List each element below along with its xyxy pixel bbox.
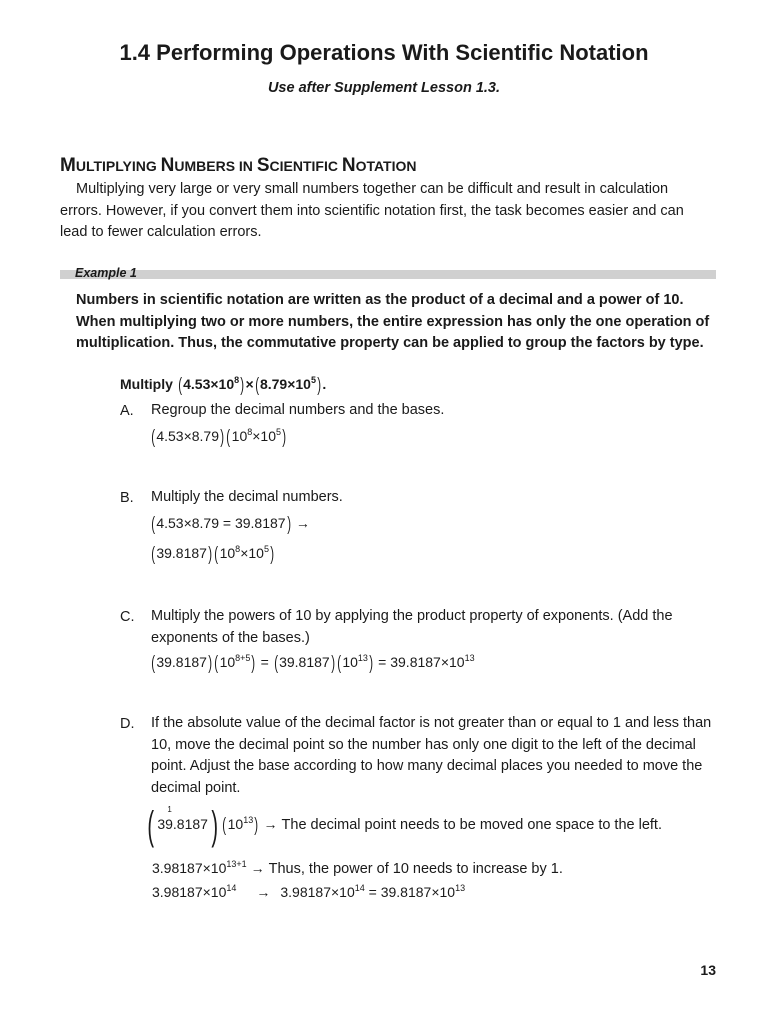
heading-part: M: [60, 155, 76, 176]
d-digits-b: 9.8187: [165, 816, 208, 832]
a-exp-b: 5: [276, 427, 282, 437]
prompt-exp-a: 8: [234, 375, 240, 385]
c-sum-exp: 8+5: [235, 653, 251, 663]
example-bar: [60, 270, 716, 279]
step-text-c: Multiply the powers of 10 by applying the product property of exponents. (Add the exponents of the bases.): [151, 608, 673, 646]
prompt-exp-b: 5: [310, 375, 316, 385]
prompt-coef-b: 8.79: [259, 376, 288, 392]
c-coef-3: 39.8187: [390, 654, 441, 670]
page-subtitle: Use after Supplement Lesson 1.3.: [267, 80, 501, 96]
heading-part: N: [341, 155, 356, 176]
step-d-math-2: $3.98187\times 10^{13+1}$ → Thus, the power of 10 needs to increase by 1.: [152, 859, 563, 877]
step-letter-a: A.: [120, 403, 134, 419]
heading-part: S: [256, 155, 270, 176]
step-letter-c: C.: [120, 609, 135, 625]
d-exp-final-1: 14: [226, 883, 237, 893]
b-coef: 39.8187: [156, 545, 207, 561]
prompt-coef-a: 4.53: [183, 376, 211, 392]
step-c-math: (39.8187) $(10^{8+5}) = (39.8187) (10^{13}) = 39.8187\times 10^{13}$: [151, 653, 475, 674]
c-exp-2: 13: [464, 653, 475, 663]
example-rule: Numbers in scientific notation are written as the product of a decimal and a power of 10. When multiplying two or more numbers, the entire expression has only the one operation of multiplication. Thus, the commutative property can be applied to group the factors by type.: [76, 292, 710, 351]
step-a-math: (4.53×8.79) $(10^8\times 10^5)$: [151, 427, 287, 448]
b-exp-a: 8: [235, 544, 241, 554]
page-title: 1.4 Performing Operations With Scientific Notation: [119, 40, 649, 65]
heading-part: UMBERS IN: [174, 158, 257, 174]
step-b-math-2: (39.8187) $(10^8\times 10^5)$: [151, 544, 275, 565]
page-number: 13: [700, 962, 716, 978]
d-coef-4: 39.8187: [380, 884, 432, 900]
c-coef-2: 39.8187: [279, 654, 330, 670]
d-note-1: The decimal point needs to be moved one space to the left.: [281, 817, 662, 833]
heading-part: N: [160, 155, 175, 176]
example-label: Example 1: [75, 266, 137, 280]
step-letter-d: D.: [120, 716, 135, 732]
a-exp-a: 8: [247, 427, 253, 437]
d-exp-plus: 13+1: [226, 859, 247, 869]
d-exp-1: 13: [243, 815, 254, 825]
step-b-math-1: (4.53×8.79 = 39.8187) →: [151, 514, 310, 535]
step-text-b: Multiply the decimal numbers.: [151, 489, 343, 505]
a-product: 4.53×8.79: [156, 428, 219, 444]
d-moved-number: [157, 805, 208, 832]
step-d-math-3: $3.98187\times 10^{14} \to 3.98187\times 10^{14} = 39.8187\times 10^{13}$: [152, 883, 466, 900]
d-exp-final-2: 14: [354, 883, 365, 893]
b-product-value: 39.8187: [234, 515, 286, 531]
b-exp-b: 5: [263, 544, 269, 554]
section-heading: [60, 155, 417, 177]
step-text-a: Regroup the decimal numbers and the bases.: [151, 402, 445, 418]
step-text-d: If the absolute value of the decimal factor is not greater than or equal to 1 and less than 10, move the decimal point so the number has only one digit to the left of the decimal point. Adjust the base according to how many decimal places you needed to move the decimal point.: [151, 715, 712, 796]
c-exp-1: 13: [357, 653, 368, 663]
d-exp-final-3: 13: [455, 883, 466, 893]
intro-paragraph: [60, 179, 710, 244]
b-product-expr: 4.53×8.79: [156, 515, 219, 531]
heading-part: CIENTIFIC: [269, 158, 342, 174]
step-letter-b: B.: [120, 490, 134, 506]
d-coef-3: 3.98187: [280, 884, 331, 900]
example-prompt: Multiply $(4.53\times 10^8)\times(8.79\times 10^5)$.: [120, 375, 327, 396]
c-coef-1: 39.8187: [156, 654, 207, 670]
prompt-word: Multiply: [120, 376, 173, 392]
d-coef-1: 3.98187: [152, 860, 203, 876]
d-tiny-marker: 1: [167, 805, 172, 814]
heading-part: OTATION: [355, 158, 417, 174]
d-digits-a: 3: [157, 816, 166, 832]
heading-part: ULTIPLYING: [75, 158, 161, 174]
step-d-math-1: ( 1 39.8187) $(10^{13})$ → The decimal point needs to be moved one space to the left.: [147, 804, 662, 848]
intro-text: Multiplying very large or very small numbers together can be difficult and result in calculation errors. However, if you convert them into scientific notation first, the task becomes easier and can lead to fewer calculation errors.: [60, 181, 684, 240]
d-note-2: Thus, the power of 10 needs to increase by 1.: [268, 861, 563, 877]
d-coef-2: 3.98187: [152, 884, 203, 900]
